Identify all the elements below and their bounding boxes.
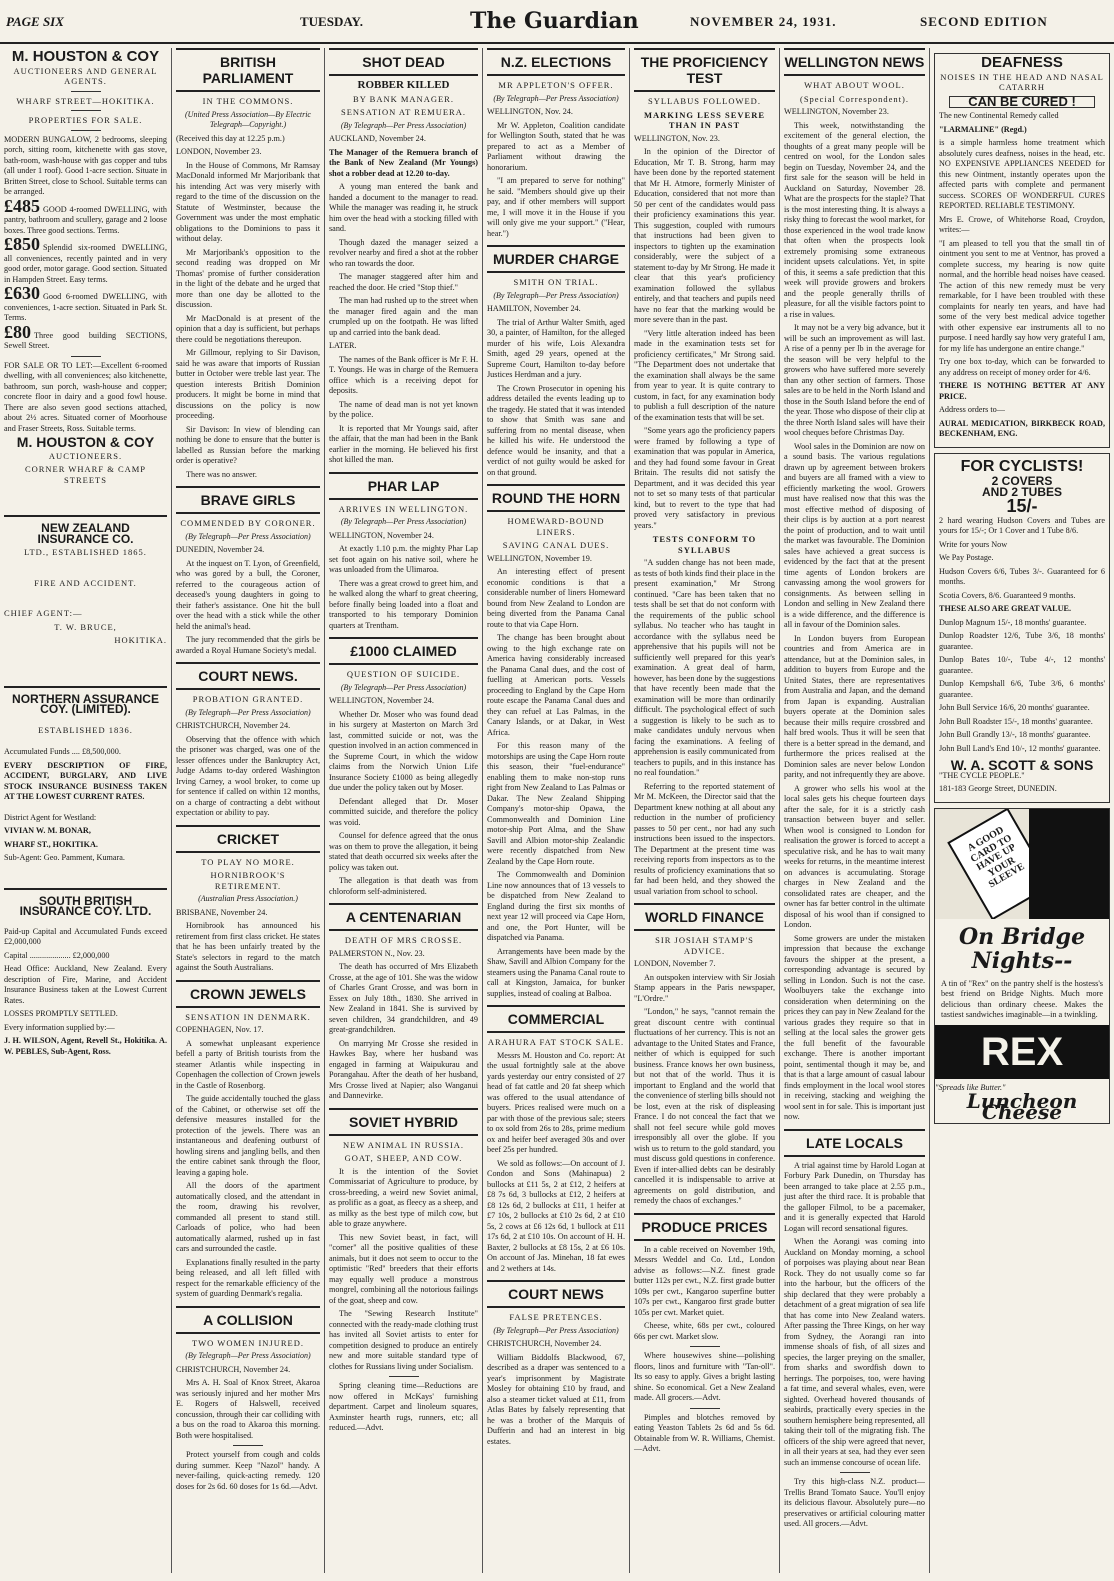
byline: (By Telegraph—Per Press Association) (493, 1325, 619, 1335)
dateline: COPENHAGEN, Nov. 17. (176, 1025, 264, 1034)
ad-address: 181-183 George Street, DUNEDIN. (939, 784, 1057, 793)
headline-british-parliament: BRITISH PARLIAMENT (176, 48, 320, 92)
later-label: LATER. (329, 341, 357, 350)
paragraph: An interesting effect of present economic conditions is that a considerable number of liners Homeward bound from New Zealand to London are being diverted from the Panama Canal route to that via Cape Horn. (487, 567, 625, 629)
column-5 (630, 48, 780, 1573)
ad-tagline: "Spreads like Butter." (935, 1082, 1006, 1092)
paragraph: "Very little alteration indeed has been made in the examination tests set for proficiency certificates," Mr Strong said. "The Department does not undertake that the examination shall always be the same from year to year. It is quite contrary to custom, in fact, for any examination body to publish a full description of the nature of the examination tests that will be set. (634, 328, 775, 422)
paragraph: Hornibrook has announced his retirement from first class cricket. He states that he has been unfairly treated by the State's selectors in regard to the match against the South Australians. (176, 921, 320, 972)
insurance-2-funds: Accumulated Funds .... £8,500,000. (4, 747, 121, 756)
subhead: ARRIVES IN WELLINGTON. (338, 503, 469, 514)
paragraph: Cheese, white, 68s per cwt., coloured 66s per cwt. Market slow. (634, 1321, 775, 1341)
price-3: £630 (4, 283, 40, 303)
headline-world-finance: WORLD FINANCE (634, 903, 775, 931)
tyre-list-item: Dunlop Bates 10/-, Tube 4/-, 12 months' guarantee. (939, 655, 1105, 675)
paragraph: An outspoken interview with Sir Josiah Stamp appears in the Paris newspaper, "L'Ordre." (634, 972, 775, 1003)
ad-price: 15/- (1006, 496, 1038, 516)
subhead: PROBATION GRANTED. (192, 694, 304, 704)
advertisement: Spring cleaning time—Reductions are now offered in McKays' furnishing department. Carpet and linoleum squares, Axminster hearth rugs, runners, etc; all reduced.—Advt. (329, 1381, 478, 1432)
firm-name-2: M. HOUSTON & COY (16, 434, 155, 450)
subhead: WHAT ABOUT WOOL. (804, 80, 905, 90)
paragraph: A trial against time by Harold Logan at Forbury Park Dunedin, on Thursday has been arranged to take place at 2.55 p.m., just after the third race. It is probable that the galloper Filmol, to be a pacemaker, and it is generally expected that Harold Logan will record sensational figures. (784, 1160, 925, 1233)
headline-soviet-hybrid: SOVIET HYBRID (329, 1108, 478, 1136)
byline: (By Telegraph—Per Press Association) (340, 682, 467, 692)
firm-subtitle: AUCTIONEERS AND GENERAL AGENTS. (13, 65, 158, 86)
dateline: WELLINGTON, November 23. (784, 107, 889, 116)
insurance-3-p2: Capital .................... £2,000,000 (4, 950, 110, 960)
subhead: COMMENDED BY CORONER. (180, 518, 316, 528)
paragraph: The names of the Bank officer is Mr F. H. T. Youngs. He was in charge of the Remuera office which is a receiving depot for deposits. (329, 354, 478, 395)
paragraph: The trial of Arthur Walter Smith, aged 30, a painter, of Hamilton, for the alleged murder of his wife, Lois Alexandra Smith, aged 29 years, opened at the Supreme Court, Hamilton to-day before Justices Herdman and a jury. (487, 317, 625, 379)
ad-text: THESE ALSO ARE GREAT VALUE. (939, 604, 1072, 613)
ad-text: We Pay Postage. (939, 553, 994, 562)
firm-2-subtitle: AUCTIONEERS. (48, 450, 123, 461)
paragraph: A young man entered the bank and handed a document to the manager to read. While the manager was reading it, he struck him over the head with a stocking filled with sand. (329, 182, 478, 233)
paragraph: The man had rushed up to the street when the manager fired again and the man crumpled up on the footpath. He was lifted up and carried into the bank dead. (329, 296, 478, 337)
paragraph: At exactly 1.10 p.m. the mighty Phar Lap set foot again on his native soil, where he was unloaded from the Ulimaroa. (329, 544, 478, 574)
insurance-2-desc: EVERY DESCRIPTION OF FIRE, ACCIDENT, BURGLARY, AND LIVE STOCK INSURANCE BUSINESS TAKEN AT THE LOWEST CURRENT RATES. (4, 760, 167, 801)
paragraph: Messrs M. Houston and Co. report: At the usual fortnightly sale at the above yards yesterday our entry consisted of 27 head of fat cattle and 20 fat sheep which was offered to the usual attendance of buyers. Prices realised were much on a par with those of the previous sale; steers to ox sold from 26s to 28s, prime medium ox and heifer beef averaged 30s and over beef 25s per hundred. (487, 1050, 625, 1154)
column-1 (0, 48, 172, 1573)
paragraph: "A sudden change has not been made, as tests of both kinds find their place in the present examination," Mr Strong continued. "Care has been taken that no tests shall be set that do not conform with the requirements of the public school syllabus. No teacher who has taught in accordance with the syllabus need be apprehensive that his pupils will not be sufficiently well prepared for this year's examination. A great deal of harm, however, has been done by the suggestions that have recently been made that the examination will be more than ordinarily difficult. The psychological effect of such a suggestion is likely to be such as to make candidates unduly nervous when facing the examinations. A feeling of apprehension is easily communicated from teachers to pupils, and in this instance has no real foundation." (634, 558, 775, 777)
headline-brave-girls: BRAVE GIRLS (176, 486, 320, 514)
ad-address: AURAL MEDICATION, BIRKBECK ROAD, BECKENHAM, ENG. (939, 418, 1105, 438)
paragraph: It is reported that Mr Youngs said, after the affair, that the man had been in the Bank earlier in the morning. He believed his first shot killed the man. (329, 423, 478, 464)
subhead: ROBBER KILLED (357, 79, 450, 91)
paragraph: At the inquest on T. Lyon, of Greenfield, who was gored by a bull, the Coroner, referred to the courageous action of deceased's young daughters in going to their father's assistance. One hit the bull over the head with a stick while the other held the animal's head. (176, 558, 320, 631)
paragraph: This week, notwithstanding the excitement of the general election, the thoughts of a great many people will be centred on wool, for the London sales begin on Tuesday, November 24, and the first sale for the season will be held in Auckland on Saturday, November 28. What are the prospects for the staple? That is the most interesting thing. It is always a risky thing to forecast the wool market, for those experienced in the wool trade know that often when the prospects look extremely promising some extraneous incident upsets calculations. Yet, in spite of this, it seems a safe prediction that this week will provide growers and brokers and the people generally thrills of pleasure, for all the visible factors point to a rise in values. (784, 120, 925, 319)
paragraph: The name of dead man is not yet known by the police. (329, 399, 478, 419)
headline-phar-lap: PHAR LAP (329, 472, 478, 500)
insurance-2-agent: District Agent for Westland: (4, 812, 97, 822)
tyre-list-item: John Bull Land's End 10/-, 12 months' guarantee. (939, 743, 1101, 753)
column-3 (325, 48, 483, 1573)
subhead: SIR JOSIAH STAMP'S ADVICE. (655, 935, 754, 956)
paragraph: In the House of Commons, Mr Ramsay MacDonald informed Mr Marjoribank that his intending Act was very miserly with regard to the time of the discussion on the Statute of Westminster, because the Government was under the most emphatic obligations to the Dominions to pass it without delay. (176, 160, 320, 243)
paragraph: "Some years ago the proficiency papers were framed by following a type of examination that was popular in America, and they had found some favour in Great Britain. The results did not satisfy the Department, and it was decided this year not to set so many tests of that particular kind, but to revert to the type that had proved very satisfactory in previous years." (634, 426, 775, 530)
date: NOVEMBER 24, 1931. (690, 14, 837, 29)
dateline: WELLINGTON, November 24. (329, 696, 434, 705)
insurance-1-line: FIRE AND ACCIDENT. (34, 577, 137, 588)
ad-line: AND 2 TUBES (981, 484, 1062, 499)
headline-court-news-2: COURT NEWS (487, 1280, 625, 1308)
tyre-list-item: Dunlop Roadster 12/6, Tube 3/6, 18 months' guarantee. (939, 631, 1105, 651)
ad-text: Address orders to— (939, 405, 1005, 414)
property-6: FOR SALE OR TO LET:—Excellent 6-roomed dwelling, with all conveniences; also kitchenette, bathroom, sun porch, wash-house and copper; concrete floor in dairy and a good fowl house. There are also seven good sections attached, about 2½ acres. Situated corner of Moorhouse and Fraser Streets, Ross. Suitable terms. (4, 360, 167, 433)
firm-address: WHARF STREET—HOKITIKA. (16, 95, 155, 106)
dateline: WELLINGTON, Nov. 24. (487, 107, 573, 116)
paragraph: Counsel for defence agreed that the onus was on them to prove the allegation, it being stated that death occurred six weeks after the policy was taken out. (329, 831, 478, 872)
subhead: SMITH ON TRIAL. (513, 277, 599, 287)
ad-text: "I am pleased to tell you that the small tin of ointment you sent to me at Ventnor, has proved a complete success, my hearing is now quite normal, and the horrible head noises have ceased. The action of this new remedy must be very remarkable, for I have been troubled with these complaints for nearly ten years, and have had some of the very best medical advice together with other expensive ear instruments all to no purpose. I need hardly say how very grateful I am, for my life has undergone an entire change." (939, 238, 1105, 353)
dateline: LONDON, November 23. (176, 147, 262, 156)
byline: (By Telegraph—Per Press Association) (185, 707, 311, 717)
paragraph: On marrying Mr Crosse she resided in Hawkes Bay, where her husband was engaged in farming at Waipukurau and Porangahau. After the death of her husband, Mrs Crosse lived at Napier; also Wanganui and Dannevirke. (329, 1038, 478, 1100)
property-5: Three good building SECTIONS, Sewell Street. (4, 330, 167, 350)
headline-commercial: COMMERCIAL (487, 1005, 625, 1033)
paragraph: The guide accidentally touched the glass of the Cabinet, or otherwise set off the defensive measures installed for the protection of the jewels. There was an instantaneous and deafening outburst of howling sirens and jangling bells, and then the entire cabinet sank through the floor, leaving a gaping hole. (176, 1094, 320, 1177)
dateline: WELLINGTON, November 19. (487, 553, 592, 563)
headline-court-news: COURT NEWS. (176, 662, 320, 690)
dateline: CHRISTCHURCH, November 24. (487, 1339, 602, 1348)
byline: (By Telegraph—Per Press Association) (340, 120, 467, 130)
paragraph: "I am prepared to serve for nothing" he said. "Members should give up their pay, and if other members will support me, I will move it in the House if you will only give me your support." ("Hear, hear.") (487, 176, 625, 238)
ad-text: Try one box to-day, which can be forwarded to any address on receipt of money order for 4/6. (939, 357, 1105, 377)
masthead (0, 0, 1114, 44)
headline-1000-claimed: £1000 CLAIMED (329, 637, 478, 665)
headline-produce-prices: PRODUCE PRICES (634, 1213, 775, 1241)
paragraph: Mr W. Appleton, Coalition candidate for Wellington South, stated that he was prepared to act as a Member of Parliament without drawing the honorarium. (487, 120, 625, 172)
ad-headline: FOR CYCLISTS! (960, 457, 1084, 475)
ad-line: 2 COVERS (991, 474, 1053, 488)
ad-text: "THE CYCLE PEOPLE." (939, 770, 1025, 780)
paragraph: Defendant alleged that Dr. Moser committed suicide, and therefore the policy was void. (329, 796, 478, 827)
properties-heading: PROPERTIES FOR SALE. (28, 115, 143, 125)
tyre-list-item: John Bull Service 16/6, 20 months' guarantee. (939, 703, 1090, 712)
ad-text: The new Continental Remedy called (939, 111, 1059, 120)
paragraph: Arrangements have been made by the Shaw, Savill and Albion Company for the steamers using the Panama Canal route to call at Kingston, Jamaica, for bunker supplies, instead of coaling at Balboa. (487, 946, 625, 998)
subhead: GOAT, SHEEP, AND COW. (344, 1153, 463, 1163)
headline-wellington-news: WELLINGTON NEWS (784, 48, 925, 76)
price-1: £485 (4, 195, 40, 216)
subhead: MARKING LESS SEVERE THAN IN PAST (643, 109, 766, 130)
page-number: PAGE SIX (6, 14, 64, 29)
paragraph: The "Sewing Research Institute" connected with the ready-made clothing trust has invited all Soviet artists to enter for competition designed to produce an entirely new and more suitable standard type of clothes for Russians living under Socialism. (329, 1309, 478, 1371)
paragraph: The change has been brought about owing to the high exchange rate on America having considerably increased the Panama Canal dues, and the cost of fuelling at American ports. Vessels proceeding to England by the Cape Horn route escape the Panama Canal dues and they can refuel at Las Palmas, in the Canary Islands, or at Dakar, in West Africa. (487, 633, 625, 737)
paragraph: A grower who sells his wool at the local sales gets his cheque fourteen days after the sale, for it is a strictly cash transaction between buyer and seller. When wool is consigned to London for realisation the grower is forced to accept a speculative risk, and he has to wait many weeks for returns, in the meantime interest on advances is accumulating. Storage charges in New Zealand and the consolidated rates are cheaper, and the owner has far better control in the ultimate disposal of his wool than if consigned to London. (784, 783, 925, 929)
ad-firm: W. A. SCOTT & SONS (950, 757, 1094, 773)
subhead: HOMEWARD-BOUND LINERS. (507, 516, 605, 537)
received-line: (Received this day at 12.25 p.m.) (176, 133, 285, 143)
subhead: SYLLABUS FOLLOWED. (648, 96, 761, 106)
ad-headline: DEAFNESS (981, 54, 1063, 71)
paragraph: Explanations finally resulted in the party being released, and all left filled with respect for the remarkable efficiency of the system of guarding Denmark's regalia. (176, 1257, 320, 1298)
subhead: NEW ANIMAL IN RUSSIA. (342, 1139, 465, 1150)
dateline: WELLINGTON, Nov. 23. (634, 133, 720, 143)
ad-text: A tin of "Rex" on the pantry shelf is the hostess's best friend on Bridge Nights. Much more delicious than ordinary cheese. Makes the tastiest sandwiches imaginable—in a twinkling. (941, 978, 1103, 1019)
subhead: ARAHURA FAT STOCK SALE. (487, 1037, 625, 1047)
headline-nz-elections: N.Z. ELECTIONS (487, 48, 625, 76)
byline: (By Telegraph—Per Press Association) (185, 1351, 311, 1360)
byline: (By Telegraph—Per Press Association) (185, 531, 311, 541)
dateline: HAMILTON, November 24. (487, 304, 581, 313)
paragraph: In London buyers from European countries and from America are in attendance, but at the Dominion sales, in addition to buyers from Europe and the United States, there are representatives from Australia and Japan, and the demand from Japan is expanding. Australian buyers operate at the Dominion sales because their mills require crossbred and half bred wools. Thus it will be seen that there is a better spread in the demand, and furthermore the prices realised at the Dominion sales are never below London parity, and not infrequently they are above. (784, 633, 925, 779)
sleeve-image (1029, 809, 1109, 919)
rex-advert (934, 808, 1110, 1125)
headline-round-the-horn: ROUND THE HORN (487, 484, 625, 512)
paragraph: The jury recommended that the girls be awarded a Royal Humane Society's medal. (176, 635, 320, 655)
dateline: WELLINGTON, November 24. (329, 530, 434, 540)
paragraph: Observing that the offence with which the prisoner was charged, was one of the lesser offences under the Bankruptcy Act, Judge Adams to-day ordered Washington Irving Carney, a wool broker, to come up for sentence if called on within 12 months, on a charge of contracting a debt without expectation or ability to pay. (176, 734, 320, 817)
paragraph: There was no answer. (186, 469, 257, 479)
paragraph: It may not be a very big advance, but it will be such an improvement as will last. A rise of a penny per lb in the average for the season will be very helpful to the growers who have suffered more severely than any other section of farmers. Those sales are to be held in the North Island and those in the South Island before the end of the year. Those who dispose of their clip at the three North Island sales will have their wool cheques before Christmas Day. (784, 323, 925, 437)
dateline: AUCKLAND, November 24. (329, 134, 426, 143)
paragraph: The Crown Prosecutor in opening his address detailed the events leading up to the tragedy. He stated that it was intended to show that Smith was sane and suffering from no mental disease, when he killed his wife. He understood the defence would be insanity, and that a verdict of not guilty would be asked for on that ground. (487, 383, 625, 477)
subhead: MR APPLETON'S OFFER. (498, 80, 614, 90)
tyre-list (939, 618, 1105, 755)
ad-product: "LARMALINE" (Regd.) (939, 124, 1027, 134)
firm-2-address: CORNER WHARF & CAMP STREETS (24, 464, 147, 485)
column-7 (930, 48, 1114, 1573)
day: TUESDAY. (300, 14, 363, 29)
paragraph: Mr Gillmour, replying to Sir Davison, said he was aware that imports of Russian butter in October were treble last year. The question interests British Dominion producers. It might be borne in mind that discussions on the policy is now proceeding. (176, 348, 320, 420)
subhead: FALSE PRETENCES. (509, 1312, 603, 1322)
ad-text: 2 hard wearing Hudson Covers and Tubes are yours for 15/-; Or 1 Cover and 1 Tube 8/6. (939, 515, 1105, 535)
edition: SECOND EDITION (920, 14, 1048, 29)
dateline: DUNEDIN, November 24. (176, 545, 265, 554)
advertisement: Pimples and blotches removed by eating Yeaston Tablets 2s 6d and 5s 6d. Obtainable from W. R. Williams, Chemist.—Advt. (634, 1412, 775, 1453)
dateline: CHRISTCHURCH, November 24. (176, 721, 291, 730)
cyclists-advert (934, 453, 1110, 803)
column-2 (172, 48, 325, 1573)
paragraph: The allegation is that death was from chloroform self-administered. (329, 876, 478, 896)
paragraph: Wool sales in the Dominion are now on a sound basis. The various regulations drawn up by agreement between brokers and buyers are all framed with a view to efficiently marketing the wool. Growers must have realised now that this was the most effective method of disposing of their clips is by auction at a port nearest the point of production, and to wait until the market was favourable. The Dominion sales have achieved a great success is evidenced by the fact that at the present time agents of London brokers are canvassing among the wool growers for consignments. As between selling in London and selling in New Zealand there is a wide difference, and the difference is all in favour of the Dominion sales. (784, 441, 925, 629)
byline: (By Telegraph—Per Press Association) (493, 290, 619, 300)
paragraph: All the doors of the apartment automatically closed, and the attendant in the room, drawing his revolver, commanded all present to stand still. Carloads of police, who had been automatically alarmed, rushed up in fast cars and surrounded the castle. (176, 1181, 320, 1253)
paragraph: Referring to the reported statement of Mr M. McKeen, the Director said that the Department knew nothing at all about any reduction in the number of proficiency passes to 50 per cent., nor had any such instructions been issued to the inspectors. The Department at the present time was receiving reports from inspectors as to the results of proficiency examinations that so far had been held, and they showed the usual variation from school to school. (634, 781, 775, 896)
insurance-1-name: NEW ZEALAND INSURANCE CO. (37, 521, 134, 546)
ad-text: is a simple harmless home treatment which absolutely cures deafness, noises in the head, etc. NO EXPENSIVE APPLIANCES NEEDED for this new Ointment, instantly operates upon the affected parts with complete and permanent success. SCORES OF WONDERFUL CURES REPORTED. RELIABLE TESTIMONY. (939, 138, 1105, 210)
paragraph: A somewhat unpleasant experience befell a party of British tourists from the steamer Atlantis while inspecting in Copenhagen the collection of Crown jewels in the Castle of Rosenborg. (176, 1038, 320, 1090)
headline-murder-charge: MURDER CHARGE (487, 245, 625, 273)
ad-text: Scotia Covers, 8/6. Guaranteed 9 months. (939, 590, 1076, 600)
headline-proficiency-test: THE PROFICIENCY TEST (634, 48, 775, 92)
advertisement: Try this high-class N.Z. product—Trellis Brand Tomato Sauce. You'll enjoy its delicious flavour. Absolutely pure—no preservatives or artificial colouring matter used. All grocers.—Advt. (784, 1477, 925, 1528)
insurance-1-agent: CHIEF AGENT:— (4, 608, 83, 618)
paragraph: When the Aorangi was coming into Auckland on Monday morning, a school of porpoises was playing about near Bean Rock. They do not usually come so far into the harbour, but the officers of the ship declared that they were probably a detachment of a great migration of sea life that has come into New Zealand waters. After passing the Three Kings, on her way from Sydney, the Aorangi ran into immense shoals of fish, of all sizes and species, the larger preying on the smaller, from sharks and swordfish down to herrings. The porpoises, too, were having a fat time, and several whales, even, were sighted. Overhead hovered thousands of seabirds, practically every species in the southern hemisphere being represented, all taking their toll of the migrating fish. The officers of the ship were agreed that never, in all their years at sea, had they ever seen such an immense concourse of ocean life. (784, 1237, 925, 1467)
paragraph: For this reason many of the motorships are using the Cape Horn route this season, their "fuel-endurance" enabling them to make non-stop runs right from New Zealand to Las Palmas or Dakar. The New Zealand Shipping Company's motor-ship Opawa, the Commonwealth and Dominion Line motor-ship Port Alma, and the Shaw Savill and Albion motor-ship Zealandic were recently dispatched from New Zealand by the Cape Horn route. (487, 741, 625, 866)
insurance-3-p6: J. H. WILSON, Agent, Revell St., Hokitika. A. W. PEBLES, Sub-Agent, Ross. (4, 1036, 167, 1056)
paragraph: The manager staggered after him and reached the door. He cried "Stop thief." (329, 272, 478, 292)
subhead: DEATH OF MRS CROSSE. (344, 935, 463, 945)
subhead: SENSATION IN DENMARK. (185, 1011, 311, 1022)
subhead: BY BANK MANAGER. (353, 93, 454, 104)
property-1: MODERN BUNGALOW, 2 bedrooms, sleeping porch, sitting room, kitchenette with gas stove, bath-room, wash-house with gas copper and tubs (all under 1 roof). Good 1-acre section. Situate in Britten Street, close to School. Suitable terms can be arranged. (4, 134, 167, 196)
headline-shot-dead: SHOT DEAD (329, 48, 478, 76)
rex-logo: REX (935, 1025, 1109, 1079)
property-3: Splendid six-roomed DWELLING, all conveniences, recently painted and in very good order, motor garage. Good section. Situated in Hampden Street. Easy terms. (4, 243, 167, 284)
subhead: TO PLAY NO MORE. (201, 856, 295, 867)
paragraph: Mrs A. H. Soal of Knox Street, Akaroa was seriously injured and her mother Mrs E. Rogers of Halswell, received concussion, through their car colliding with a bus on the road to Akaroa this morning. Both were hospitalised. (176, 1378, 320, 1440)
headline-a-collision: A COLLISION (176, 1306, 320, 1334)
subhead: QUESTION OF SUICIDE. (346, 669, 461, 679)
card-image: A GOOD CARD TO HAVE UP YOUR SLEEVE (947, 809, 1053, 919)
insurance-1-est: LTD., ESTABLISHED 1865. (24, 547, 147, 557)
tyre-list-item: Dunlop Kempshall 6/6, Tube 3/6, 6 months' guarantee. (939, 679, 1105, 699)
insurance-3-name: SOUTH BRITISH INSURANCE COY. LTD. (19, 893, 152, 918)
paragraph: The death has occurred of Mrs Elizabeth Crosse, at the age of 101. She was the widow of Charles Grant Crosse, and was born in Essex on July 18th., 1830. She arrived in New Zealand in 1841. She is survived by seven children, 34 grandchildren, and 49 great-grandchildren. (329, 962, 478, 1034)
paragraph: In a cable received on November 19th, Messrs Weddel and Co. Ltd., London advise as follows:—N.Z. finest grade butter 112s per cwt., N.Z. first grade butter 109s per cwt., Kangaroo superfine butter 107s per cwt., Kangaroo first grade butter 105s per cwt. Market quiet. (634, 1244, 775, 1317)
insurance-1-agent-town: HOKITIKA. (114, 635, 167, 645)
insurance-2-est: ESTABLISHED 1836. (38, 724, 133, 735)
subhead: IN THE COMMONS. (202, 96, 294, 106)
insurance-2-agent-name: VIVIAN W. M. BONAR, (4, 826, 91, 835)
price-4: £80 (4, 321, 31, 342)
subhead: (Special Correspondent). (800, 93, 909, 104)
paragraph: Though dazed the manager seized a revolver nearby and fired a shot at the robber who ran towards the door. (329, 237, 478, 268)
dateline: CHRISTCHURCH, November 24. (176, 1364, 291, 1374)
insurance-2-subagent: Sub-Agent: Geo. Pamment, Kumara. (4, 853, 125, 862)
byline: (Australian Press Association.) (198, 894, 298, 903)
dateline: LONDON, November 7. (634, 959, 716, 968)
dateline: BRISBANE, November 24. (176, 907, 268, 917)
subhead: TESTS CONFORM TO SYLLABUS (652, 534, 757, 555)
byline: (By Telegraph—Per Press Association) (493, 93, 619, 103)
paragraph: William Biddolfs Blackwood, 67, described as a draper was sentenced to a year's imprisonment by Magistrate Mosley for obtaining £10 by fraud, and also a steamer ticket valued at £11, from Atlas Bates by falsely representing that he was a brother of the Marquis of Dufferin and had an interest in big estates. (487, 1352, 625, 1446)
insurance-3-p5: Every information supplied by:— (4, 1022, 115, 1032)
ad-text: Mrs E. Crowe, of Whitehorse Road, Croydon, writes:— (939, 214, 1105, 234)
property-4: Good 6-roomed DWELLING, with conveniences, 1-acre section. Situated in Park St. Terms. (4, 292, 167, 322)
deafness-advert (934, 53, 1110, 448)
column-6 (780, 48, 930, 1573)
paragraph: We sold as follows:—On account of J. Condon and Sons (Mahinapua) 2 bullocks at £11 5s, 2 at £12, 2 heifers at £8 7s 6d, 3 bullocks at £12, 2 heifers at £8 12s 6d, 2 bullocks at £11, 1 heifer at £7 10s, 2 bullocks at £10 2s 6d, 2 at £10 5s, 2 cows at £6 12s 6d, 1 bullock at £11 17s 6d, 2 at £10 10s. On account of H. H. Baxter, 2 bullocks at £8 15s, 2 at £6 10s. On account of Jas. Minehan, 18 fat ewes and 2 wethers at 14s. (487, 1158, 625, 1273)
headline-late-locals: LATE LOCALS (784, 1129, 925, 1157)
byline: (By Telegraph—Per Press Association) (340, 517, 467, 526)
subhead: HORNIBROOK'S RETIREMENT. (210, 870, 286, 891)
insurance-3-p3: Head Office: Auckland, New Zealand. Every description of Fire, Marine, and Accident Insurance Business taken at the Lowest Current Rates. (4, 964, 167, 1005)
paragraph: There was a great crowd to greet him, and he walked along the wharf to great cheering, before finally being loaded into a float and transported to his temporary Dominion quarters at Trentham. (329, 578, 478, 630)
insurance-2-agent-addr: WHARF ST., HOKITIKA. (4, 839, 98, 849)
paragraph: Mr Marjoribank's opposition to the second reading was dropped on Mr Thomas' promise of further consideration in the light of the debate and he urged that more than one day be allotted to the discussion. (176, 247, 320, 309)
tyre-list-item: John Bull Roadster 15/-, 18 months' guarantee. (939, 716, 1093, 726)
ad-text: Hudson Covers 6/6, Tubes 3/-. Guaranteed for 6 months. (939, 566, 1105, 586)
ad-cured: CAN BE CURED ! (949, 96, 1095, 109)
paragraph: It is the intention of the Soviet Commissariat of Agriculture to produce, by cross-breeding, a weird new Soviet animal, as prolific as a goat, as fleecy as a sheep, and as milky as the best type of milch cow, but able to graze anywhere. (329, 1166, 478, 1228)
insurance-2-name: NORTHERN ASSURANCE COY. (LIMITED). (12, 691, 159, 716)
headline-a-centenarian: A CENTENARIAN (329, 903, 478, 931)
insurance-1-agent-name: T. W. BRUCE, (54, 621, 117, 632)
ad-text: Write for yours Now (939, 539, 1008, 549)
subhead: SAVING CANAL DUES. (502, 540, 610, 550)
ad-headline: On Bridge Nights-- (958, 923, 1086, 974)
ad-text: THERE IS NOTHING BETTER AT ANY PRICE. (939, 381, 1105, 401)
paper-title: The Guardian (470, 8, 639, 34)
subhead: TWO WOMEN INJURED. (191, 1337, 305, 1348)
paragraph: Sir Davison: In view of blending can nothing be done to ensure that the butter is labelled as Russian before the marking order is operative? (176, 424, 320, 465)
paragraph: Some growers are under the mistaken impression that because the exchange favours the shipper at the present, a corresponding advantage is secured by selling in London. Such is not the case. Woolbuyers take the exchange into consideration when determining on the prices they can pay in New Zealand for the various grades they require so that in selling at the local sales the grower gets the full benefit of the favourable exchange. There is another important point, sentimental though it may be, and that is that a large amount of casual labour finds employment in the local wool stores in receiving, stacking and weighing the wool sent in for sale. This is important just now. (784, 933, 925, 1121)
headline-crown-jewels: CROWN JEWELS (176, 980, 320, 1008)
ad-product: Luncheon Cheese (966, 1089, 1078, 1124)
paragraph: Whether Dr. Moser who was found dead in his surgery at Masterton on March 3rd last, committed suicide or not, was the question involved in an action commenced in the Supreme Court, in which the widow claims from the Norwich Union Life Insurance Society £1000 as being allegedly due under the policy taken out by Moser. (329, 709, 478, 792)
price-2: £850 (4, 234, 40, 254)
subhead: SENSATION AT REMUERA. (341, 107, 466, 117)
property-2: GOOD 4-roomed DWELLING, with pantry, bathroom and scullery, garage and 2 loose boxes. Three good sections. Terms. (4, 204, 167, 235)
tyre-list-item: Dunlop Magnum 15/-, 18 months' guarantee. (939, 617, 1087, 627)
column-4 (483, 48, 630, 1573)
paragraph: "London," he says, "cannot remain the great discount centre with continual fluctuations of her currency. This is not an advantage to the United States and France, neither of which is equipped for such business. France knows her own business, but not that of the world. Thus it is important to England and the world that the convenience of sterling bills should not be lost, even at the risk of displeasing France. I do not conceal the fact that we shall not feel secure while gold moves irresponsibly all over the globe. If you wish us to return to the gold standard, you must discuss gold questions in conference. Even if inter-allied debts can be desirably cancelled it is indispensable to arrive at agreements on gold distribution, and remedy the chaos of exchanges." (634, 1007, 775, 1205)
dateline: PALMERSTON N., Nov. 23. (329, 948, 425, 958)
tyre-list-item: John Bull Grandly 13/-, 18 months' guarantee. (939, 730, 1091, 739)
paragraph: This new Soviet beast, in fact, will "corner" all the positive qualities of these animals, but it does not seem to occur to the optimistic "Red" breeders that their efforts may equally well produce a monstrous mongrel, combining all the notorious failings of the goat, sheep and cow. (329, 1232, 478, 1305)
firm-name: M. HOUSTON & COY (11, 48, 160, 65)
byline: (United Press Association—By Electric Telegraph—Copyright.) (185, 109, 311, 129)
paragraph: In the opinion of the Director of Education, Mr T. B. Strong, harm may have been done by the reported statement that Mr H. Atmore, formerly Minister of Education, considered that not more than 50 per cent of the candidates would pass their proficiency examinations this year. This suggestion, coupled with rumours that instructions had been given to inspectors to tighten up the examination considerably, were the subject of a statement to-day by Mr Strong. He made it clear that this year's proficiency examination followed the syllabus entirely, and that teachers and pupils need have no fear that the marking would be more severe than in the past. (634, 147, 775, 324)
advertisement: Where housewives shine—polishing floors, linos and furniture with "Tan-oll". Its so easy to apply. Gives a bright lasting shine. So economical. Get a New Zealand made. All grocers.—Advt. (634, 1351, 775, 1402)
paragraph: The Manager of the Remuera branch of the Bank of New Zealand (Mr Youngs) shot a robber dead at 12.20 to-day. (329, 147, 478, 178)
paragraph: The Commonwealth and Dominion Line now announces that of 13 vessels to be dispatched from New Zealand to England during the first six months of next year 12 will proceed via Cape Horn, and one, the Port Hunter, will be dispatched via Panama. (487, 870, 625, 942)
ad-subhead: NOISES IN THE HEAD AND NASAL CATARRH (940, 71, 1104, 92)
insurance-3-p4: LOSSES PROMPTLY SETTLED. (4, 1009, 118, 1018)
headline-cricket: CRICKET (176, 825, 320, 853)
insurance-3-p1: Paid-up Capital and Accumulated Funds exceed £2,000,000 (4, 926, 167, 946)
paragraph: Mr MacDonald is at present of the opinion that a day is sufficient, but perhaps there could be negotiations thereupon. (176, 313, 320, 344)
advertisement: Protect yourself from cough and colds during summer. Keep "Nazol" handy. A never-failing, quick-acting remedy. 120 doses for 2s 6d. 60 doses for 1s 6d.—Advt. (176, 1450, 320, 1491)
